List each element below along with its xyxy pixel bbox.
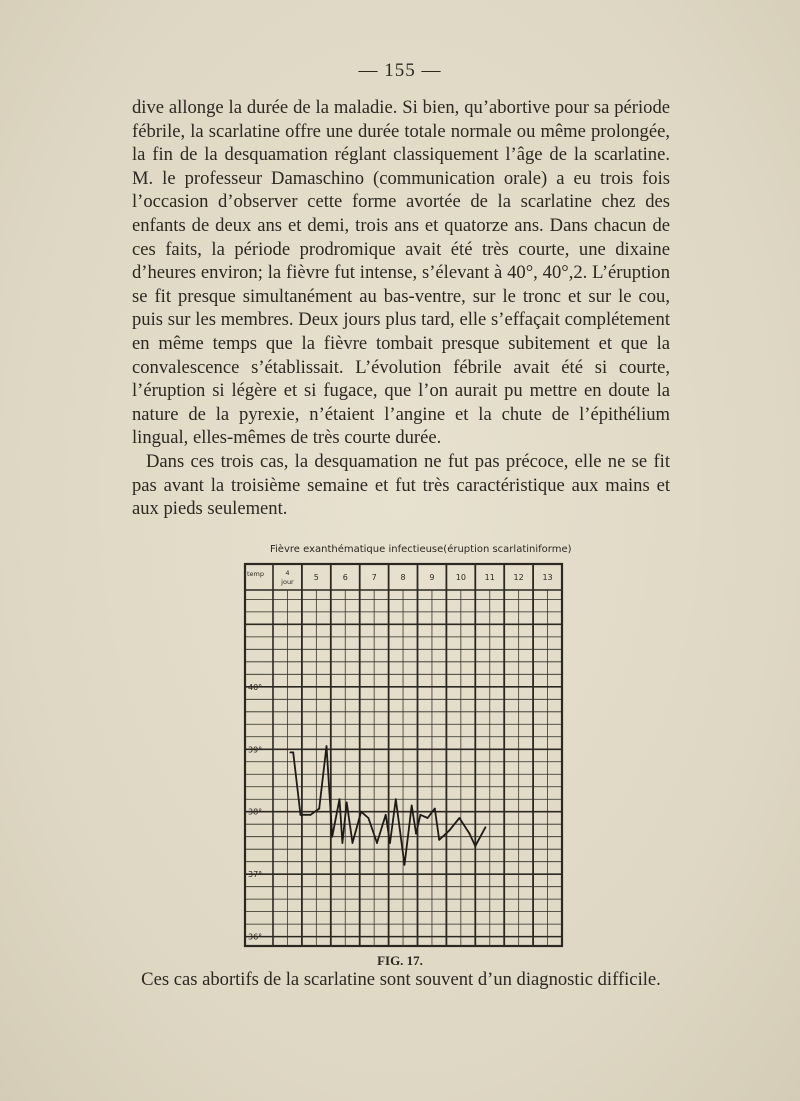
chart-frame (245, 564, 562, 946)
x-tick-label: 12 (513, 573, 524, 582)
temperature-point (346, 801, 348, 803)
x-tick-label: 9 (429, 573, 435, 582)
paragraph-1: dive allonge la durée de la maladie. Si bien, qu’abortive pour sa période fébrile, la scarlatine offre une durée totale normale ou même prolongée, la fin de la desquamation réglant classiquement l’âge de la scarlatine. M. le professeur Damaschino (communication orale) a eu trois fois l’occasion d’observer cette forme avortée de la scarlatine chez des enfants de deux ans et demi, trois ans et quatorze ans. Dans chacun de ces faits, la période prodromique avait été très courte, une dixaine d’heures environ; la fièvre fut intense, s’élevant à 40°, 40°,2. L’éruption se fit presque simultanément au bas-ventre, sur le tronc et sur le cou, puis sur les membres. Deux jours plus tard, elle s’effaçait complétement en même temps que la fièvre tombait presque subitement et que la convalescence s’établissait. L’évolution fébrile avait été si courte, l’éruption si légère et si fugace, que l’on aurait pu mettre en doute la nature de la pyrexie, n’étaient l’angine et la chute de l’épithélium lingual, elles-mêmes de très courte durée. (132, 97, 670, 449)
temperature-point (292, 751, 294, 753)
x-tick-label: 10 (455, 573, 466, 582)
x-tick-label: 11 (484, 573, 495, 582)
x-tick-label: 6 (342, 573, 348, 582)
temperature-point (395, 798, 397, 800)
temperature-point (474, 845, 476, 847)
first-day-label: jour (281, 578, 294, 586)
temperature-point (300, 814, 302, 816)
temperature-point (448, 830, 450, 832)
temperature-chart-figure (240, 534, 570, 974)
temperature-point (310, 814, 312, 816)
x-tick-label: 7 (371, 573, 377, 582)
x-tick-label: 13 (542, 573, 553, 582)
temperature-point (411, 805, 413, 807)
temperature-point (352, 842, 354, 844)
temperature-point (360, 811, 362, 813)
temperature-point (289, 751, 291, 753)
temperature-point (404, 864, 406, 866)
x-tick-label: 8 (400, 573, 406, 582)
temperature-point (367, 817, 369, 819)
temperature-point (419, 814, 421, 816)
y-tick-label: 40° (248, 682, 263, 692)
temperature-point (415, 833, 417, 835)
y-tick-label: 39° (248, 745, 263, 755)
temperature-point (469, 833, 471, 835)
temperature-point (339, 798, 341, 800)
temperature-point (434, 808, 436, 810)
temperature-point (385, 814, 387, 816)
temperature-point (459, 817, 461, 819)
temperature-point (485, 826, 487, 828)
temperature-point (341, 842, 343, 844)
first-day-label: 4 (285, 569, 290, 577)
temperature-point (326, 745, 328, 747)
temperature-chart (240, 534, 570, 974)
y-tick-label: 38° (248, 807, 263, 817)
temperature-point (376, 842, 378, 844)
body-text (132, 96, 670, 521)
chart-grid (245, 564, 562, 946)
temperature-point (438, 839, 440, 841)
chart-title: Fièvre exanthématique infectieuse(éruption scarlatiniforme) (270, 544, 572, 555)
figure-caption: FIG. 17. (377, 953, 423, 968)
paragraph-2: Dans ces trois cas, la desquamation ne fut pas précoce, elle ne se fit pas avant la troisième semaine et fut très caractéristique aux mains et aux pieds seulement. (132, 450, 670, 520)
temperature-point (389, 842, 391, 844)
y-tick-label: 36° (248, 932, 263, 942)
temperature-point (427, 817, 429, 819)
temperature-point (318, 808, 320, 810)
x-tick-label: 5 (313, 573, 319, 582)
closing-sentence: Ces cas abortifs de la scarlatine sont souvent d’un diagnostic difficile. (141, 969, 661, 990)
corner-label: temp (247, 570, 265, 578)
temperature-point (331, 836, 333, 838)
y-tick-label: 37° (248, 870, 263, 880)
page-number: — 155 — (358, 60, 442, 81)
